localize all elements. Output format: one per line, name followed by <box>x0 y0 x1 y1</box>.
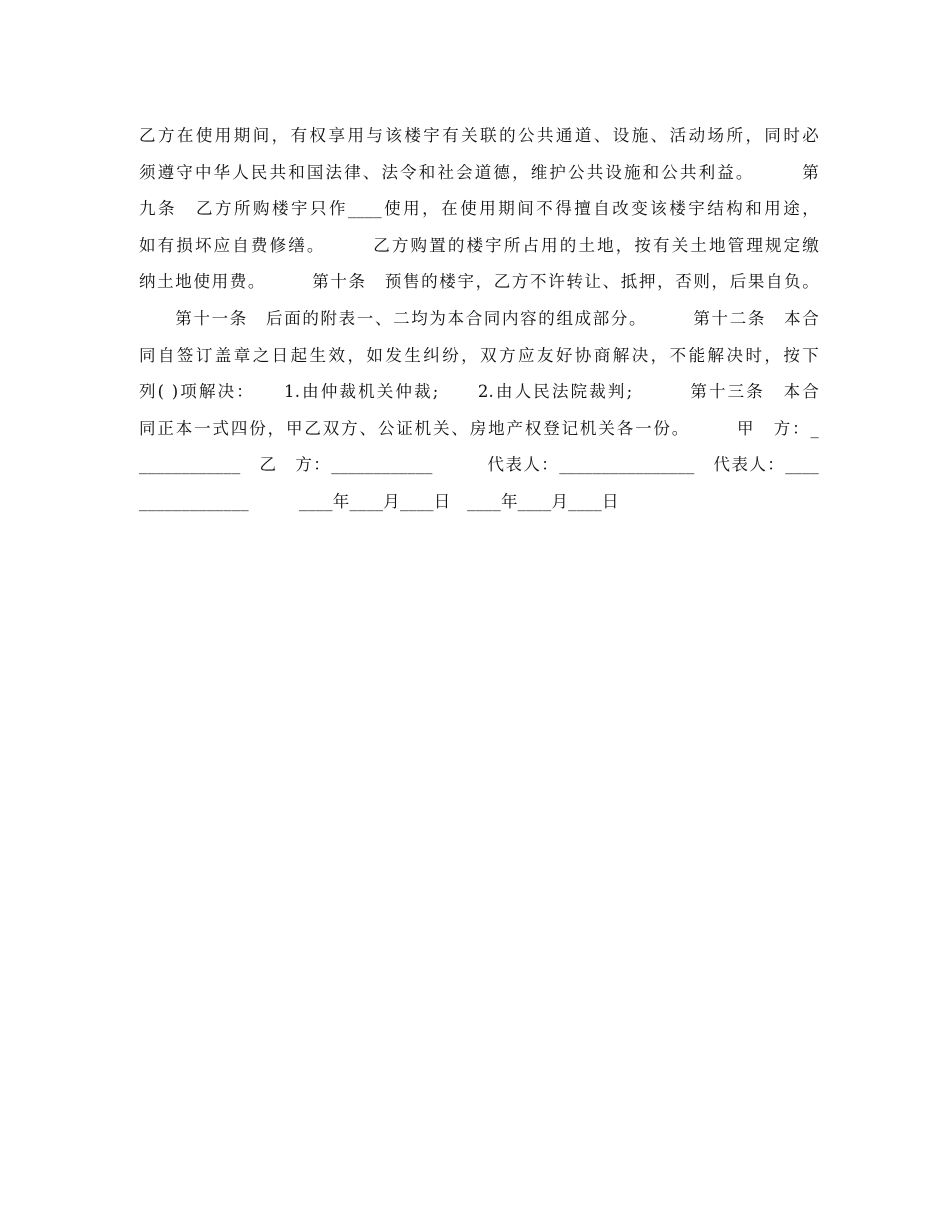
contract-line-9: 同正本一式四份，甲乙双方、公证机关、房地产权登记机关各一份。 甲 方：_ <box>139 418 819 438</box>
date-line: _____________ ____年____月____日 ____年____月____日 <box>139 491 619 511</box>
contract-line-5: 纳土地使用费。 第十条 预售的楼宇，乙方不许转让、抵押，否则，后果自负。 <box>139 272 819 292</box>
contract-line-3: 九条 乙方所购楼宇只作____使用，在使用期间不得擅自改变该楼宇结构和用途， <box>139 199 819 219</box>
contract-text-block <box>139 118 819 521</box>
signature-line: ____________ 乙 方：____________ 代表人：________________ 代表人：____ <box>139 455 819 475</box>
contract-line-8: 列( )项解决： 1.由仲裁机关仲裁; 2.由人民法院裁判; 第十三条 本合 <box>139 382 819 402</box>
contract-line-7: 同自签订盖章之日起生效，如发生纠纷，双方应友好协商解决，不能解决时，按下 <box>139 345 819 365</box>
contract-line-4: 如有损坏应自费修缮。 乙方购置的楼宇所占用的土地，按有关土地管理规定缴 <box>139 235 819 255</box>
contract-line-2: 须遵守中华人民共和国法律、法令和社会道德，维护公共设施和公共利益。 第 <box>139 162 819 182</box>
contract-line-1: 乙方在使用期间，有权享用与该楼宇有关联的公共通道、设施、活动场所，同时必 <box>139 126 819 145</box>
contract-line-6: 第十一条 后面的附表一、二均为本合同内容的组成部分。 第十二条 本合 <box>139 308 819 328</box>
